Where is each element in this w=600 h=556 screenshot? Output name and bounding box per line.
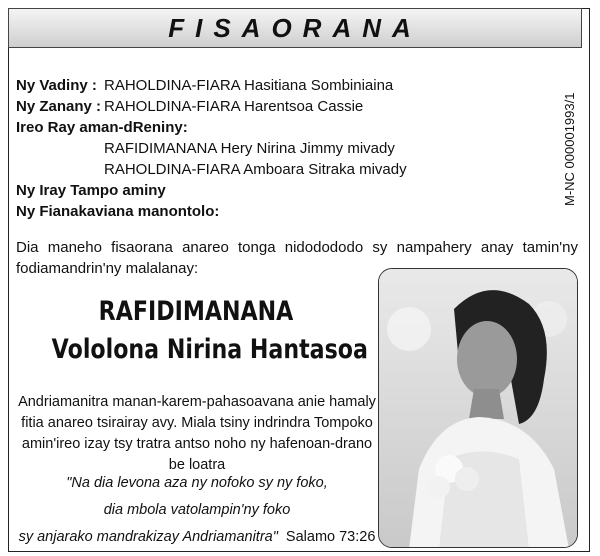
fianakaviana-label: Ny Fianakaviana manontolo: — [16, 203, 220, 220]
portrait-photo-illustration — [379, 269, 578, 548]
tampo-label: Ny Iray Tampo aminy — [16, 182, 166, 199]
verse-line-2: dia mbola vatolampin'ny foko — [103, 502, 291, 518]
ray-label: Ireo Ray aman-dReniny: — [16, 119, 188, 136]
header-banner — [8, 8, 582, 48]
zanany-label: Ny Zanany : — [16, 98, 102, 115]
deceased-given-names: Vololona Nirina Hantasoa — [51, 334, 368, 365]
intro-paragraph: Dia maneho fisaorana anareo tonga nidodododo sy nampahery anay tamin'ny fodiamandrin'ny malalanay: — [16, 239, 578, 277]
zanany-value: RAHOLDINA-FIARA Harentsoa Cassie — [104, 98, 364, 115]
ray-item-1: RAFIDIMANANA Hery Nirina Jimmy mivady — [104, 140, 395, 157]
verse-reference: Salamo 73:26 — [285, 529, 376, 545]
header-title: FISAORANA — [168, 12, 422, 43]
deceased-surname: RAFIDIMANANA — [98, 296, 294, 327]
reference-code: M-NC 000001993/1 — [562, 92, 577, 206]
verse-line-3: sy anjarako mandrakizay Andriamanitra" Salamo 73:26 — [18, 529, 376, 545]
verse-line-1: "Na dia levona aza ny nofoko sy ny foko, — [66, 475, 328, 491]
thanks-message: Andriamanitra manan-karem-pahasoavana anie hamaly fitia anareo tsirairay avy. Miala tsiny indrindra Tompoko amin'ireo izay tsy tratra antso noho ny hafenoan-drano be loatra — [18, 394, 376, 473]
ray-item-2: RAHOLDINA-FIARA Amboara Sitraka mivady — [104, 161, 407, 178]
vadiny-value: RAHOLDINA-FIARA Hasitiana Sombiniaina — [104, 77, 394, 94]
vadiny-label: Ny Vadiny : — [16, 77, 97, 94]
deceased-portrait — [378, 268, 578, 548]
